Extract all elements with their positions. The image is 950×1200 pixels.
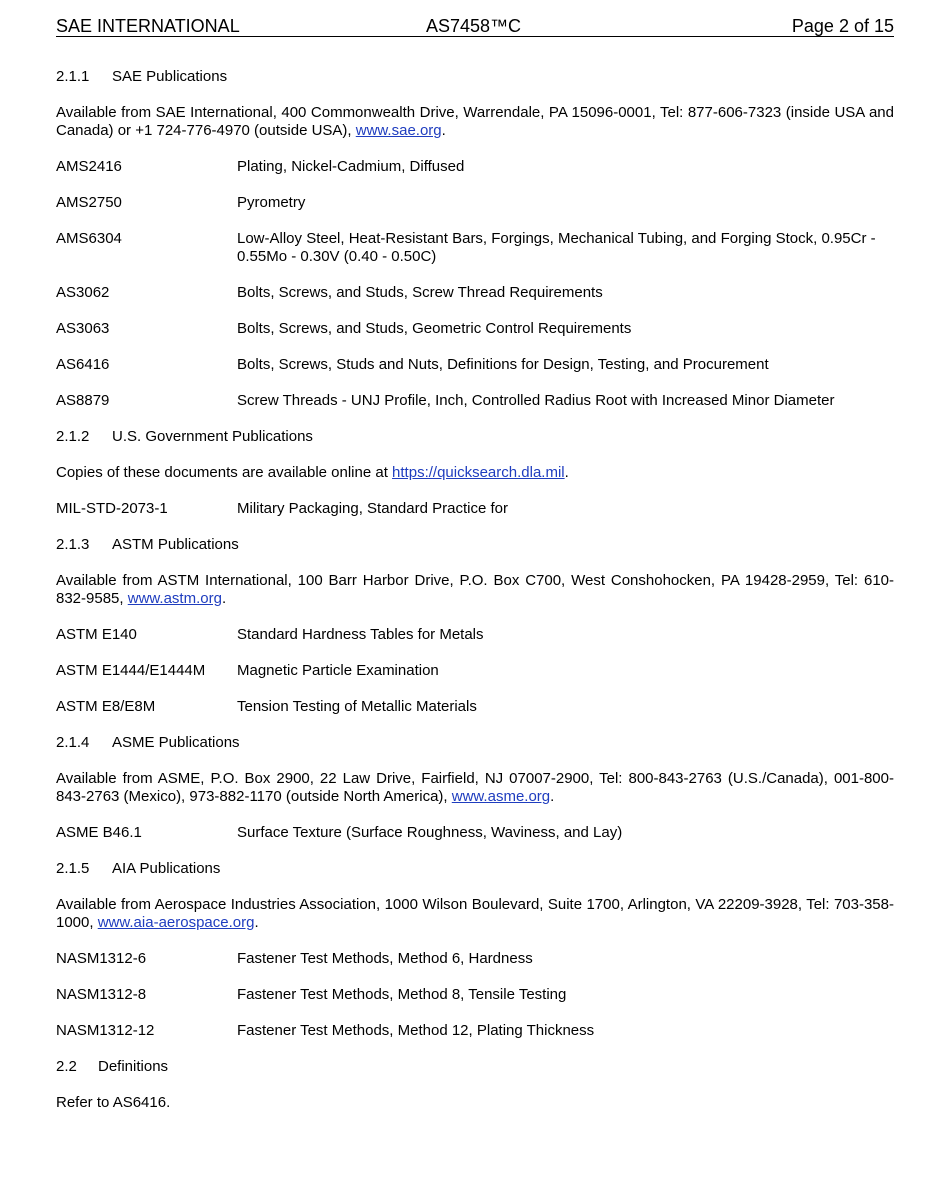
reference-title: Pyrometry xyxy=(237,194,306,211)
reference-row xyxy=(56,194,894,212)
reference-row xyxy=(56,824,894,842)
reference-code: AS3062 xyxy=(56,284,110,301)
reference-code: NASM1312-8 xyxy=(56,986,147,1003)
section-2-1-1-heading xyxy=(56,68,894,86)
section-number: 2.1.5 xyxy=(56,860,90,877)
section-2-1-2-availability: Copies of these documents are available online at https://quicksearch.dla.mil. xyxy=(56,464,569,481)
reference-row xyxy=(56,230,894,266)
astm-website-link[interactable]: www.astm.org xyxy=(127,590,222,607)
reference-title: Standard Hardness Tables for Metals xyxy=(237,626,484,643)
reference-code: ASTM E8/E8M xyxy=(56,698,156,715)
document-body xyxy=(56,68,894,1130)
section-number: 2.1.4 xyxy=(56,734,90,751)
header-org: SAE INTERNATIONAL xyxy=(56,16,240,36)
aia-website-link[interactable]: www.aia-aerospace.org xyxy=(97,914,255,931)
section-2-2-heading xyxy=(56,1058,894,1076)
reference-title: Fastener Test Methods, Method 6, Hardness xyxy=(237,950,533,967)
reference-row xyxy=(56,392,894,410)
section-title: U.S. Government Publications xyxy=(112,428,313,445)
section-2-1-4-availability: Available from ASME, P.O. Box 2900, 22 Law Drive, Fairfield, NJ 07007-2900, Tel: 800-843-2763 (U.S./Canada), 001-800-843-2763 (Mexico), 973-882-1170 (outside North America), www.asme.org. xyxy=(56,770,894,805)
sae-website-link[interactable]: www.sae.org xyxy=(355,122,442,139)
section-title: SAE Publications xyxy=(112,68,228,85)
section-2-1-5-heading xyxy=(56,860,894,878)
reference-code: ASTM E140 xyxy=(56,626,137,643)
reference-code: AS3063 xyxy=(56,320,110,337)
reference-code: ASTM E1444/E1444M xyxy=(56,662,206,679)
reference-row xyxy=(56,320,894,338)
reference-row xyxy=(56,500,894,518)
reference-code: AMS2750 xyxy=(56,194,122,211)
reference-title: Bolts, Screws, and Studs, Geometric Control Requirements xyxy=(237,320,632,337)
reference-row xyxy=(56,284,894,302)
reference-row xyxy=(56,662,894,680)
quicksearch-link[interactable]: https://quicksearch.dla.mil xyxy=(392,464,565,481)
reference-code: NASM1312-12 xyxy=(56,1022,155,1039)
reference-title: Bolts, Screws, Studs and Nuts, Definitions for Design, Testing, and Procurement xyxy=(237,356,769,373)
reference-code: MIL-STD-2073-1 xyxy=(56,500,168,517)
reference-title: Low-Alloy Steel, Heat-Resistant Bars, Forgings, Mechanical Tubing, and Forging Stock, 0.95Cr - 0.55Mo - 0.30V (0.40 - 0.50C) xyxy=(237,230,876,265)
section-number: 2.1.1 xyxy=(56,68,90,85)
reference-code: NASM1312-6 xyxy=(56,950,147,967)
reference-row xyxy=(56,950,894,968)
section-title: AIA Publications xyxy=(112,860,221,877)
reference-code: AS6416 xyxy=(56,356,110,373)
reference-title: Fastener Test Methods, Method 12, Plating Thickness xyxy=(237,1022,595,1039)
page-header xyxy=(56,14,894,37)
availability-text: Available from ASTM International, 100 Barr Harbor Drive, P.O. Box C700, West Conshohocken, PA 19428-2959, Tel: 610-832-9585, xyxy=(56,572,894,607)
section-title: Definitions xyxy=(98,1058,169,1075)
section-title: ASTM Publications xyxy=(112,536,239,553)
availability-text: Available from Aerospace Industries Association, 1000 Wilson Boulevard, Suite 1700, Arlington, VA 22209-3928, Tel: 703-358-1000, xyxy=(56,896,894,931)
reference-title: Military Packaging, Standard Practice for xyxy=(237,500,508,517)
section-2-1-4-heading xyxy=(56,734,894,752)
asme-website-link[interactable]: www.asme.org xyxy=(451,788,551,805)
section-2-1-2-heading xyxy=(56,428,894,446)
reference-title: Tension Testing of Metallic Materials xyxy=(237,698,477,715)
availability-text: Available from ASME, P.O. Box 2900, 22 Law Drive, Fairfield, NJ 07007-2900, Tel: 800-843-2763 (U.S./Canada), 001-800-843-2763 (Mexico), 973-882-1170 (outside North America), xyxy=(56,770,894,805)
reference-code: AS8879 xyxy=(56,392,110,409)
reference-title: Magnetic Particle Examination xyxy=(237,662,439,679)
header-page-number: Page 2 of 15 xyxy=(791,16,894,36)
section-number: 2.2 xyxy=(56,1058,77,1075)
reference-row xyxy=(56,1022,894,1040)
section-number: 2.1.3 xyxy=(56,536,90,553)
header-doc-id: AS7458™C xyxy=(426,16,522,36)
reference-row xyxy=(56,698,894,716)
section-number: 2.1.2 xyxy=(56,428,90,445)
reference-row xyxy=(56,626,894,644)
availability-text: Available from SAE International, 400 Commonwealth Drive, Warrendale, PA 15096-0001, Tel: 877-606-7323 (inside USA and Canada) or +1 724-776-4970 (outside USA), xyxy=(56,104,894,139)
section-2-1-3-availability: Available from ASTM International, 100 Barr Harbor Drive, P.O. Box C700, West Conshohocken, PA 19428-2959, Tel: 610-832-9585, www.astm.org. xyxy=(56,572,894,607)
reference-row xyxy=(56,356,894,374)
reference-row xyxy=(56,158,894,176)
availability-text: Copies of these documents are available online at xyxy=(56,464,393,481)
reference-title: Fastener Test Methods, Method 8, Tensile Testing xyxy=(237,986,567,1003)
section-2-1-3-heading xyxy=(56,536,894,554)
section-2-1-5-availability: Available from Aerospace Industries Association, 1000 Wilson Boulevard, Suite 1700, Arlington, VA 22209-3928, Tel: 703-358-1000, www.aia-aerospace.org. xyxy=(56,896,894,931)
reference-title: Screw Threads - UNJ Profile, Inch, Controlled Radius Root with Increased Minor Diameter xyxy=(237,392,835,409)
reference-code: ASME B46.1 xyxy=(56,824,142,841)
reference-row xyxy=(56,986,894,1004)
section-2-1-1-availability: Available from SAE International, 400 Commonwealth Drive, Warrendale, PA 15096-0001, Tel: 877-606-7323 (inside USA and Canada) or +1 724-776-4970 (outside USA), www.sae.org. xyxy=(56,104,894,139)
reference-title: Bolts, Screws, and Studs, Screw Thread Requirements xyxy=(237,284,603,301)
reference-title: Plating, Nickel-Cadmium, Diffused xyxy=(237,158,465,175)
section-title: ASME Publications xyxy=(112,734,240,751)
reference-code: AMS2416 xyxy=(56,158,122,175)
definitions-text: Refer to AS6416. xyxy=(56,1094,171,1111)
reference-code: AMS6304 xyxy=(56,230,122,247)
reference-title: Surface Texture (Surface Roughness, Waviness, and Lay) xyxy=(237,824,623,841)
